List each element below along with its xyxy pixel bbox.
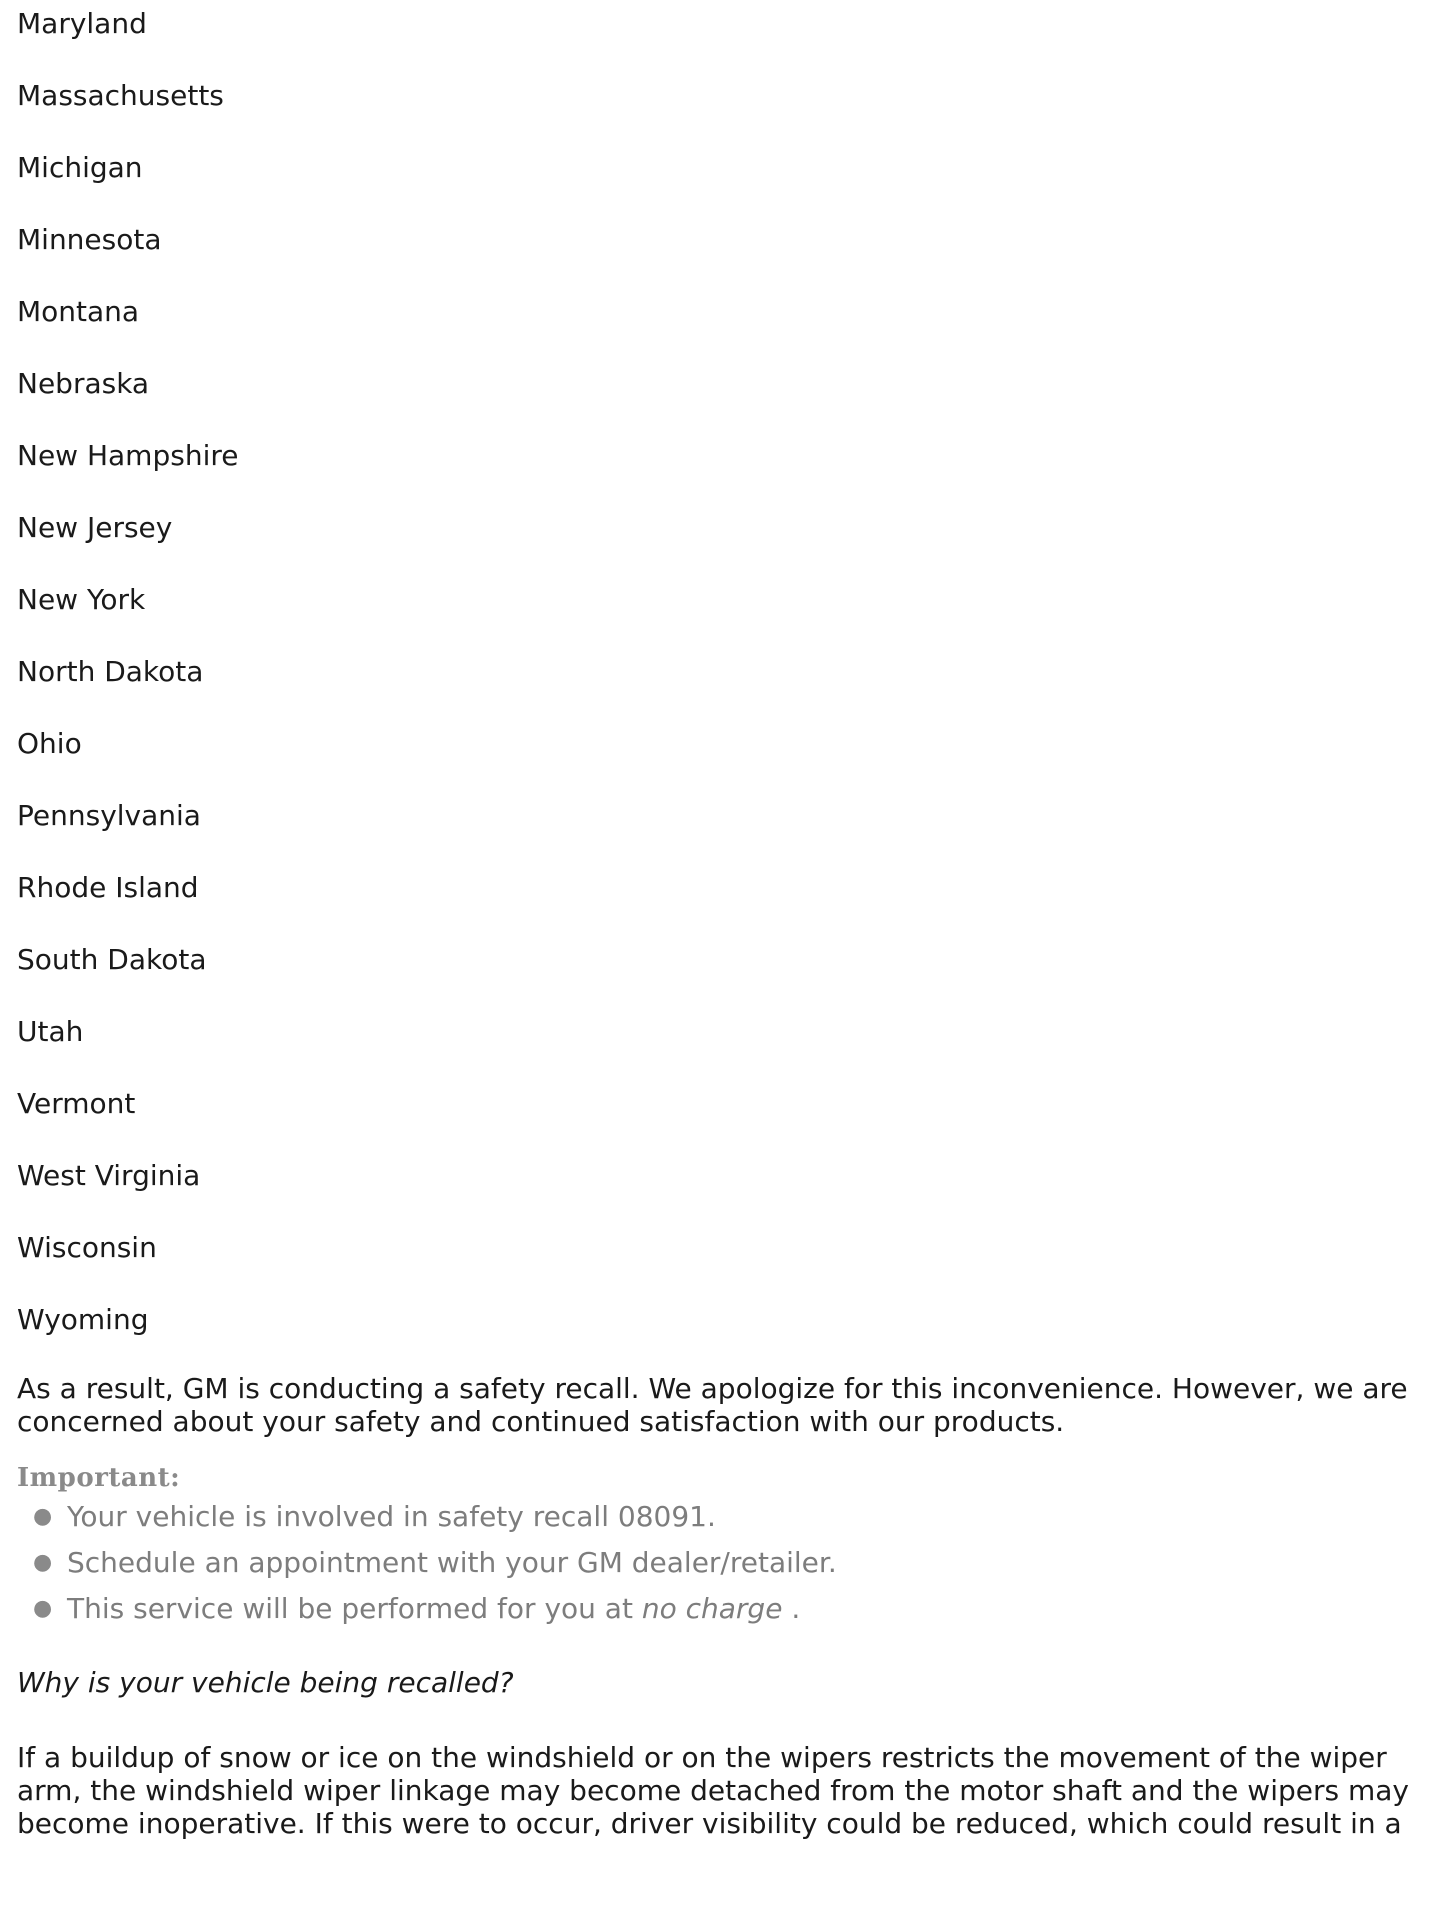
bullet-icon: ● (33, 1550, 53, 1575)
state-item: Pennsylvania (17, 799, 201, 832)
recall-letter-page (17, 0, 1417, 1840)
recall-question: Why is your vehicle being recalled? (17, 1666, 514, 1699)
intro-paragraph: As a result, GM is conducting a safety recall. We apologize for this inconvenience. However, we are concerned about your safety and continued satisfaction with our products. (17, 1372, 1408, 1438)
recall-explanation: If a buildup of snow or ice on the windshield or on the wipers restricts the movement of the wiper arm, the windshield wiper linkage may become detached from the motor shaft and the wipers may become inoperative. If this were to occur, driver visibility could be reduced, which could result in a (17, 1741, 1409, 1840)
state-item: Massachusetts (17, 79, 224, 112)
state-item: Ohio (17, 727, 82, 760)
state-item: New Jersey (17, 511, 173, 544)
important-item (33, 1586, 1417, 1632)
state-item: North Dakota (17, 655, 204, 688)
important-item-text: Schedule an appointment with your GM dealer/retailer. (67, 1546, 837, 1579)
important-box (17, 1462, 1417, 1632)
state-item: Utah (17, 1015, 84, 1048)
bullet-icon: ● (33, 1596, 53, 1621)
important-item-trailing: . (782, 1592, 801, 1625)
state-item: Wisconsin (17, 1231, 157, 1264)
state-item: Michigan (17, 151, 143, 184)
state-item: South Dakota (17, 943, 207, 976)
state-item: Wyoming (17, 1303, 149, 1336)
important-item (33, 1540, 1417, 1586)
state-item: Maryland (17, 7, 147, 40)
bullet-icon: ● (33, 1504, 53, 1529)
state-item: Minnesota (17, 223, 162, 256)
state-item: Montana (17, 295, 140, 328)
state-item: Vermont (17, 1087, 136, 1120)
state-item: New Hampshire (17, 439, 239, 472)
state-item: New York (17, 583, 146, 616)
important-item-text: Your vehicle is involved in safety recall 08091. (67, 1500, 716, 1533)
important-item-text: This service will be performed for you at (67, 1592, 633, 1625)
important-title: Important: (17, 1463, 181, 1493)
important-item (33, 1494, 1417, 1540)
important-list (17, 1494, 1417, 1632)
state-item: West Virginia (17, 1159, 201, 1192)
state-item: Nebraska (17, 367, 150, 400)
state-list (17, 0, 1417, 1368)
no-charge-text: no charge (641, 1592, 783, 1625)
state-item: Rhode Island (17, 871, 199, 904)
